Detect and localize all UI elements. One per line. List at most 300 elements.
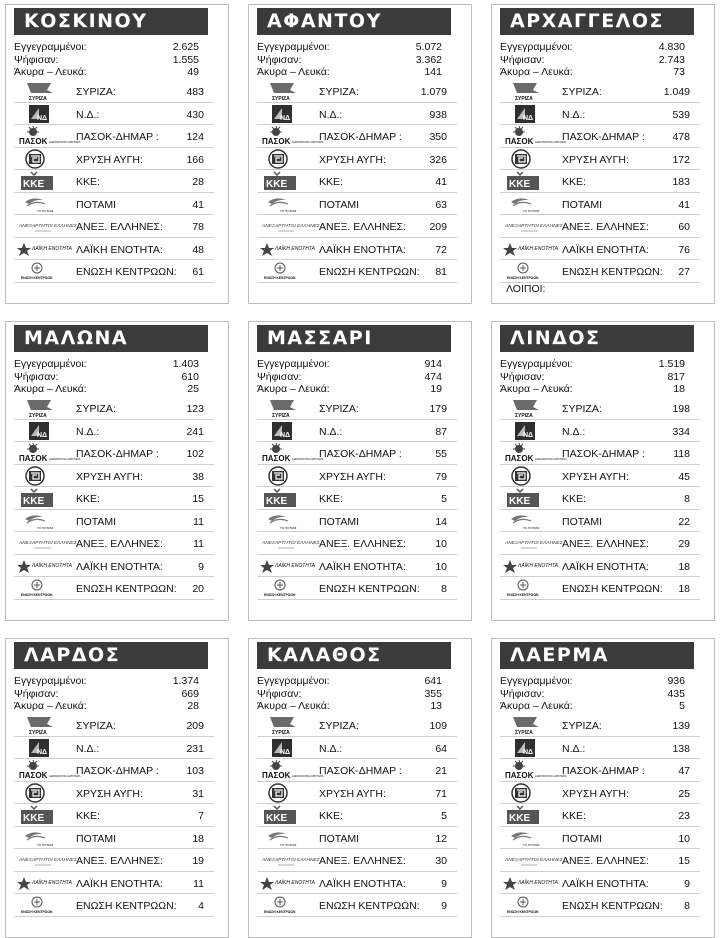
party-row-ek — [14, 260, 214, 283]
kke-logo-text: ΚΚΕ — [266, 496, 288, 507]
party-votes: 231 — [186, 742, 204, 755]
party-votes: 478 — [672, 131, 690, 143]
voted-value: 355 — [424, 687, 442, 700]
district-title: ΛΑΕΡΜΑ — [500, 642, 694, 669]
potami-logo-text: ΤΟ ΠΟΤΑΜΙ — [37, 208, 54, 213]
party-row-anel — [257, 849, 457, 872]
party-votes: 1.079 — [420, 86, 447, 98]
party-name: ΧΡΥΣΗ ΑΥΓΗ: — [76, 787, 143, 800]
golden-dawn-logo-icon — [503, 466, 553, 486]
party-row-kke — [500, 804, 700, 827]
party-row-anel — [257, 215, 457, 238]
invalid-value: 141 — [424, 66, 442, 78]
party-row-syriza — [14, 80, 214, 103]
voted-value: 435 — [667, 687, 685, 700]
party-votes: 9 — [684, 877, 690, 890]
ek-logo-text: ΕΝΩΣΗ ΚΕΝΤΡΩΩΝ — [21, 910, 53, 914]
party-votes: 12 — [435, 832, 447, 845]
party-name: ΠΟΤΑΜΙ — [319, 515, 360, 528]
party-name: ΕΝΩΣΗ ΚΕΝΤΡΩΩΝ: — [562, 266, 663, 278]
party-name: ΛΑΪΚΗ ΕΝΟΤΗΤΑ: — [562, 560, 649, 573]
party-row-golden-dawn — [500, 148, 700, 171]
pasok-logo-icon — [17, 443, 81, 463]
potami-logo-icon — [260, 511, 310, 531]
registered-row — [500, 675, 685, 688]
syriza-logo-icon — [17, 715, 67, 735]
party-name: ΧΡΥΣΗ ΑΥΓΗ: — [319, 153, 386, 166]
syriza-logo-icon — [503, 715, 553, 735]
party-name: ΠΑΣΟΚ-ΔΗΜΑΡ : — [76, 765, 159, 777]
potami-logo-text: ΤΟ ΠΟΤΑΜΙ — [523, 842, 540, 847]
others-label: ΛΟΙΠΟΙ: — [506, 283, 546, 295]
party-name: ΣΥΡΙΖΑ: — [76, 720, 116, 732]
ek-logo-icon — [503, 895, 553, 915]
registered-label: Εγγεγραμμένοι: — [500, 358, 573, 370]
syriza-logo-text: ΣΥΡΙΖΑ — [29, 730, 47, 736]
kke-logo-text: ΚΚΕ — [509, 179, 531, 190]
party-name: Ν.Δ.: — [319, 742, 343, 755]
party-votes: 63 — [435, 198, 447, 211]
dimar-logo-text: ΔΗΜΟΚΡΑΤΙΚΗ ΑΡΙΣΤΕΡΑ — [535, 775, 567, 778]
party-row-pasok — [500, 442, 700, 465]
party-row-laiki — [500, 238, 700, 261]
party-name: ΛΑΪΚΗ ΕΝΟΤΗΤΑ: — [76, 560, 163, 573]
party-name: ΑΝΕΞ. ΕΛΛΗΝΕΣ: — [562, 855, 649, 867]
party-votes: 138 — [672, 742, 690, 755]
registered-value: 1.374 — [172, 675, 199, 687]
party-row-pasok — [500, 759, 700, 782]
invalid-label: Άκυρα – Λευκά: — [257, 700, 330, 712]
golden-dawn-logo-icon — [503, 149, 553, 169]
party-votes: 20 — [192, 583, 204, 595]
voted-label: Ψήφισαν: — [257, 687, 302, 700]
registered-row — [257, 675, 442, 688]
ek-logo-icon — [503, 261, 553, 281]
pasok-logo-text: ΠΑΣΟΚ — [262, 137, 291, 146]
party-name: ΑΝΕΞ. ΕΛΛΗΝΕΣ: — [76, 221, 163, 233]
party-votes: 183 — [672, 176, 690, 188]
invalid-row — [14, 383, 199, 396]
party-row-kke — [14, 804, 214, 827]
ek-logo-text: ΕΝΩΣΗ ΚΕΝΤΡΩΩΝ — [264, 276, 296, 280]
invalid-row — [257, 66, 442, 79]
party-name: ΕΝΩΣΗ ΚΕΝΤΡΩΩΝ: — [76, 266, 177, 278]
party-row-pasok — [14, 125, 214, 148]
party-results — [500, 714, 700, 917]
party-name: Ν.Δ.: — [562, 742, 586, 755]
registered-value: 1.403 — [172, 358, 199, 370]
laiki-logo-icon — [17, 556, 72, 576]
party-name: ΚΚΕ: — [562, 176, 586, 188]
party-row-nd — [14, 420, 214, 443]
party-name: Ν.Δ.: — [76, 108, 100, 121]
party-row-ek — [257, 577, 457, 600]
anel-logo-icon — [503, 533, 563, 553]
laiki-logo-text: ΛΑΪΚΗ ΕΝΟΤΗΤΑ — [518, 879, 558, 886]
kke-logo-icon — [260, 171, 310, 191]
party-row-potami — [14, 193, 214, 216]
pasok-logo-icon — [503, 126, 567, 146]
party-row-golden-dawn — [500, 782, 700, 805]
party-row-syriza — [500, 80, 700, 103]
syriza-logo-text: ΣΥΡΙΖΑ — [272, 730, 290, 736]
party-votes: 11 — [193, 515, 204, 528]
registered-label: Εγγεγραμμένοι: — [257, 358, 330, 370]
kke-logo-text: ΚΚΕ — [266, 179, 288, 190]
party-name: ΛΑΪΚΗ ΕΝΟΤΗΤΑ: — [319, 243, 406, 256]
nd-logo-icon — [17, 421, 67, 441]
district-title: ΚΟΣΚΙΝΟΥ — [14, 8, 208, 35]
anel-logo-icon — [17, 533, 77, 553]
pasok-logo-icon — [17, 760, 81, 780]
party-name: ΠΟΤΑΜΙ — [76, 198, 117, 211]
party-name: ΠΑΣΟΚ-ΔΗΜΑΡ : — [76, 448, 159, 460]
potami-logo-icon — [17, 828, 67, 848]
party-votes: 123 — [186, 403, 204, 415]
kke-logo-text: ΚΚΕ — [266, 813, 288, 824]
voted-label: Ψήφισαν: — [257, 370, 302, 383]
party-row-potami — [500, 510, 700, 533]
party-name: ΚΚΕ: — [319, 176, 343, 188]
ek-logo-text: ΕΝΩΣΗ ΚΕΝΤΡΩΩΝ — [507, 910, 539, 914]
registered-value: 2.625 — [172, 41, 199, 53]
party-row-potami — [500, 827, 700, 850]
party-votes: 172 — [672, 153, 690, 166]
party-votes: 60 — [678, 221, 690, 233]
district-card-9 — [491, 638, 715, 938]
party-votes: 9 — [198, 560, 204, 573]
laiki-logo-text: ΛΑΪΚΗ ΕΝΟΤΗΤΑ — [275, 879, 315, 886]
voted-row — [257, 688, 442, 701]
syriza-logo-text: ΣΥΡΙΖΑ — [272, 413, 290, 419]
registered-row — [14, 675, 199, 688]
laiki-logo-text: ΛΑΪΚΗ ΕΝΟΤΗΤΑ — [275, 245, 315, 252]
party-row-laiki — [14, 238, 214, 261]
party-name: ΧΡΥΣΗ ΑΥΓΗ: — [319, 787, 386, 800]
laiki-logo-icon — [503, 556, 558, 576]
ek-logo-text: ΕΝΩΣΗ ΚΕΝΤΡΩΩΝ — [264, 593, 296, 597]
party-row-anel — [500, 215, 700, 238]
anel-logo-icon — [17, 850, 77, 870]
voted-label: Ψήφισαν: — [257, 53, 302, 66]
party-name: ΣΥΡΙΖΑ: — [76, 403, 116, 415]
registered-row — [14, 41, 199, 54]
party-name: ΧΡΥΣΗ ΑΥΓΗ: — [319, 470, 386, 483]
golden-dawn-logo-icon — [260, 466, 310, 486]
party-votes: 55 — [435, 448, 447, 460]
pasok-logo-text: ΠΑΣΟΚ — [505, 137, 534, 146]
potami-logo-icon — [503, 511, 553, 531]
party-name: ΑΝΕΞ. ΕΛΛΗΝΕΣ: — [76, 538, 163, 550]
party-row-anel — [500, 532, 700, 555]
party-row-nd — [14, 103, 214, 126]
district-title: ΛΑΡΔΟΣ — [14, 642, 208, 669]
registered-label: Εγγεγραμμένοι: — [14, 41, 87, 53]
ek-logo-icon — [17, 895, 67, 915]
party-votes: 25 — [678, 787, 690, 800]
party-votes: 179 — [429, 403, 447, 415]
pasok-logo-icon — [503, 760, 567, 780]
anel-logo-icon — [503, 216, 563, 236]
party-row-kke — [500, 170, 700, 193]
golden-dawn-logo-icon — [260, 149, 310, 169]
party-votes: 71 — [435, 787, 447, 800]
party-row-kke — [257, 804, 457, 827]
party-row-syriza — [257, 714, 457, 737]
potami-logo-icon — [260, 194, 310, 214]
ek-logo-text: ΕΝΩΣΗ ΚΕΝΤΡΩΩΝ — [264, 910, 296, 914]
invalid-row — [14, 66, 199, 79]
district-card-4 — [5, 321, 229, 621]
party-name: ΠΑΣΟΚ-ΔΗΜΑΡ : — [319, 131, 402, 143]
party-votes: 9 — [441, 900, 447, 912]
potami-logo-text: ΤΟ ΠΟΤΑΜΙ — [523, 525, 540, 530]
voted-value: 3.362 — [415, 53, 442, 66]
ek-logo-text: ΕΝΩΣΗ ΚΕΝΤΡΩΩΝ — [507, 593, 539, 597]
nd-logo-text: ΝΔ — [523, 114, 534, 122]
registered-row — [500, 358, 685, 371]
party-votes: 5 — [441, 810, 447, 822]
voted-label: Ψήφισαν: — [500, 53, 545, 66]
invalid-label: Άκυρα – Λευκά: — [257, 66, 330, 78]
syriza-logo-icon — [260, 81, 310, 101]
party-name: ΚΚΕ: — [319, 810, 343, 822]
party-votes: 79 — [435, 470, 447, 483]
party-name: ΣΥΡΙΖΑ: — [562, 403, 602, 415]
party-name: ΠΑΣΟΚ-ΔΗΜΑΡ : — [562, 448, 645, 460]
party-votes: 7 — [198, 810, 204, 822]
party-name: ΛΑΪΚΗ ΕΝΟΤΗΤΑ: — [562, 877, 649, 890]
pasok-logo-text: ΠΑΣΟΚ — [19, 137, 48, 146]
voted-value: 474 — [424, 370, 442, 383]
party-row-potami — [257, 193, 457, 216]
party-name: ΣΥΡΙΖΑ: — [319, 403, 359, 415]
party-name: ΠΟΤΑΜΙ — [319, 198, 360, 211]
invalid-value: 73 — [673, 66, 685, 78]
party-votes: 109 — [429, 720, 447, 732]
dimar-logo-text: ΔΗΜΟΚΡΑΤΙΚΗ ΑΡΙΣΤΕΡΑ — [535, 458, 567, 461]
nd-logo-text: ΝΔ — [523, 748, 534, 756]
party-results — [500, 397, 700, 600]
party-name: ΚΚΕ: — [562, 810, 586, 822]
ek-logo-text: ΕΝΩΣΗ ΚΕΝΤΡΩΩΝ — [21, 593, 53, 597]
party-votes: 124 — [186, 131, 204, 143]
party-row-nd — [500, 737, 700, 760]
syriza-logo-icon — [260, 715, 310, 735]
district-title: ΛΙΝΔΟΣ — [500, 325, 694, 352]
anel-logo-text: ΑΝΕΞΑΡΤΗΤΟΙ ΕΛΛΗΝΕΣ — [262, 224, 320, 229]
kke-logo-icon — [17, 171, 67, 191]
nd-logo-text: ΝΔ — [280, 114, 291, 122]
voted-row — [500, 688, 685, 701]
party-votes: 10 — [435, 560, 447, 573]
party-votes: 209 — [429, 221, 447, 233]
pasok-logo-icon — [17, 126, 81, 146]
party-row-golden-dawn — [14, 465, 214, 488]
anel-logo-icon — [503, 850, 563, 870]
party-votes: 47 — [678, 765, 690, 777]
potami-logo-icon — [503, 828, 553, 848]
dimar-logo-text: ΔΗΜΟΚΡΑΤΙΚΗ ΑΡΙΣΤΕΡΑ — [49, 141, 81, 144]
party-row-nd — [257, 420, 457, 443]
party-name: ΕΝΩΣΗ ΚΕΝΤΡΩΩΝ: — [562, 900, 663, 912]
party-votes: 31 — [192, 787, 204, 800]
syriza-logo-icon — [17, 81, 67, 101]
pasok-logo-icon — [503, 443, 567, 463]
registered-label: Εγγεγραμμένοι: — [500, 675, 573, 687]
invalid-value: 5 — [679, 700, 685, 712]
party-row-pasok — [257, 759, 457, 782]
district-card-5 — [248, 321, 472, 621]
syriza-logo-text: ΣΥΡΙΖΑ — [29, 96, 47, 102]
invalid-label: Άκυρα – Λευκά: — [14, 383, 87, 395]
party-name: ΑΝΕΞ. ΕΛΛΗΝΕΣ: — [319, 221, 406, 233]
party-votes: 483 — [186, 86, 204, 98]
invalid-label: Άκυρα – Λευκά: — [14, 700, 87, 712]
registered-value: 4.830 — [658, 41, 685, 53]
party-name: ΠΑΣΟΚ-ΔΗΜΑΡ : — [319, 448, 402, 460]
party-votes: 61 — [192, 266, 204, 278]
invalid-row — [500, 383, 685, 396]
invalid-row — [257, 383, 442, 396]
district-card-8 — [248, 638, 472, 938]
party-row-laiki — [500, 555, 700, 578]
party-votes: 102 — [186, 448, 204, 460]
party-votes: 8 — [441, 583, 447, 595]
syriza-logo-icon — [503, 398, 553, 418]
registered-label: Εγγεγραμμένοι: — [257, 675, 330, 687]
party-name: ΣΥΡΙΖΑ: — [319, 86, 359, 98]
pasok-logo-text: ΠΑΣΟΚ — [262, 771, 291, 780]
turnout-stats — [14, 41, 199, 79]
laiki-logo-text: ΛΑΪΚΗ ΕΝΟΤΗΤΑ — [32, 245, 72, 252]
party-name: ΛΑΪΚΗ ΕΝΟΤΗΤΑ: — [319, 877, 406, 890]
nd-logo-text: ΝΔ — [37, 431, 48, 439]
party-results — [14, 397, 214, 600]
voted-label: Ψήφισαν: — [14, 53, 59, 66]
nd-logo-icon — [503, 104, 553, 124]
kke-logo-text: ΚΚΕ — [509, 813, 531, 824]
potami-logo-icon — [17, 194, 67, 214]
ek-logo-text: ΕΝΩΣΗ ΚΕΝΤΡΩΩΝ — [21, 276, 53, 280]
ek-logo-icon — [503, 578, 553, 598]
party-row-pasok — [14, 759, 214, 782]
district-card-1 — [5, 4, 229, 304]
laiki-logo-text: ΛΑΪΚΗ ΕΝΟΤΗΤΑ — [518, 562, 558, 569]
dimar-logo-text: ΔΗΜΟΚΡΑΤΙΚΗ ΑΡΙΣΤΕΡΑ — [292, 458, 324, 461]
district-title: ΑΡΧΑΓΓΕΛΟΣ — [500, 8, 694, 35]
district-card-3 — [491, 4, 715, 304]
invalid-row — [14, 700, 199, 713]
invalid-value: 49 — [187, 66, 199, 78]
party-name: ΑΝΕΞ. ΕΛΛΗΝΕΣ: — [562, 221, 649, 233]
party-name: ΣΥΡΙΖΑ: — [76, 86, 116, 98]
party-votes: 15 — [678, 855, 690, 867]
party-row-anel — [14, 849, 214, 872]
party-row-ek — [257, 894, 457, 917]
district-card-6 — [491, 321, 715, 621]
voted-value: 669 — [181, 687, 199, 700]
potami-logo-text: ΤΟ ΠΟΤΑΜΙ — [280, 208, 297, 213]
anel-logo-text: ΑΝΕΞΑΡΤΗΤΟΙ ΕΛΛΗΝΕΣ — [19, 224, 77, 229]
golden-dawn-logo-icon — [17, 466, 67, 486]
invalid-label: Άκυρα – Λευκά: — [14, 66, 87, 78]
party-votes: 11 — [193, 538, 204, 550]
party-votes: 5 — [441, 493, 447, 505]
party-row-ek — [14, 577, 214, 600]
registered-value: 1.519 — [658, 358, 685, 370]
party-row-kke — [500, 487, 700, 510]
party-name: ΛΑΪΚΗ ΕΝΟΤΗΤΑ: — [319, 560, 406, 573]
party-name: ΕΝΩΣΗ ΚΕΝΤΡΩΩΝ: — [319, 266, 420, 278]
party-name: ΕΝΩΣΗ ΚΕΝΤΡΩΩΝ: — [562, 583, 663, 595]
party-row-potami — [257, 827, 457, 850]
anel-logo-text: ΑΝΕΞΑΡΤΗΤΟΙ ΕΛΛΗΝΕΣ — [262, 541, 320, 546]
turnout-stats — [500, 675, 685, 713]
party-votes: 41 — [435, 176, 447, 188]
potami-logo-text: ΤΟ ΠΟΤΑΜΙ — [523, 208, 540, 213]
kke-logo-icon — [260, 805, 310, 825]
party-row-potami — [14, 827, 214, 850]
party-name: ΧΡΥΣΗ ΑΥΓΗ: — [76, 153, 143, 166]
party-votes: 15 — [192, 493, 204, 505]
party-name: ΠΑΣΟΚ-ΔΗΜΑΡ : — [562, 131, 645, 143]
anel-logo-text: ΑΝΕΞΑΡΤΗΤΟΙ ΕΛΛΗΝΕΣ — [19, 541, 77, 546]
party-votes: 72 — [435, 243, 447, 256]
party-votes: 18 — [678, 560, 690, 573]
party-votes: 23 — [678, 810, 690, 822]
party-votes: 198 — [672, 403, 690, 415]
syriza-logo-icon — [260, 398, 310, 418]
party-name: Ν.Δ.: — [562, 108, 586, 121]
party-row-kke — [14, 487, 214, 510]
party-votes: 87 — [435, 425, 447, 438]
party-row-golden-dawn — [14, 148, 214, 171]
potami-logo-text: ΤΟ ΠΟΤΑΜΙ — [280, 842, 297, 847]
party-votes: 45 — [678, 470, 690, 483]
laiki-logo-text: ΛΑΪΚΗ ΕΝΟΤΗΤΑ — [32, 562, 72, 569]
laiki-logo-icon — [503, 239, 558, 259]
kke-logo-icon — [503, 488, 553, 508]
district-title: ΚΑΛΑΘΟΣ — [257, 642, 451, 669]
turnout-stats — [500, 41, 685, 79]
anel-logo-icon — [260, 216, 320, 236]
party-votes: 78 — [192, 221, 204, 233]
ek-logo-icon — [260, 578, 310, 598]
party-name: ΧΡΥΣΗ ΑΥΓΗ: — [562, 787, 629, 800]
dimar-logo-text: ΔΗΜΟΚΡΑΤΙΚΗ ΑΡΙΣΤΕΡΑ — [49, 775, 81, 778]
party-name: ΛΑΪΚΗ ΕΝΟΤΗΤΑ: — [562, 243, 649, 256]
laiki-logo-text: ΛΑΪΚΗ ΕΝΟΤΗΤΑ — [518, 245, 558, 252]
registered-value: 936 — [667, 675, 685, 687]
party-name: Ν.Δ.: — [319, 108, 343, 121]
party-name: ΠΟΤΑΜΙ — [76, 515, 117, 528]
party-votes: 21 — [435, 765, 447, 777]
party-name: ΠΑΣΟΚ-ΔΗΜΑΡ : — [562, 765, 645, 777]
laiki-logo-icon — [17, 239, 72, 259]
party-name: ΕΝΩΣΗ ΚΕΝΤΡΩΩΝ: — [319, 900, 420, 912]
party-name: ΑΝΕΞ. ΕΛΛΗΝΕΣ: — [562, 538, 649, 550]
anel-logo-text: ΑΝΕΞΑΡΤΗΤΟΙ ΕΛΛΗΝΕΣ — [505, 858, 563, 863]
syriza-logo-text: ΣΥΡΙΖΑ — [272, 96, 290, 102]
party-name: ΚΚΕ: — [562, 493, 586, 505]
nd-logo-text: ΝΔ — [280, 748, 291, 756]
party-votes: 103 — [186, 765, 204, 777]
golden-dawn-logo-icon — [503, 783, 553, 803]
district-title: ΑΦΑΝΤΟΥ — [257, 8, 451, 35]
registered-value: 641 — [424, 675, 442, 687]
syriza-logo-text: ΣΥΡΙΖΑ — [515, 96, 533, 102]
